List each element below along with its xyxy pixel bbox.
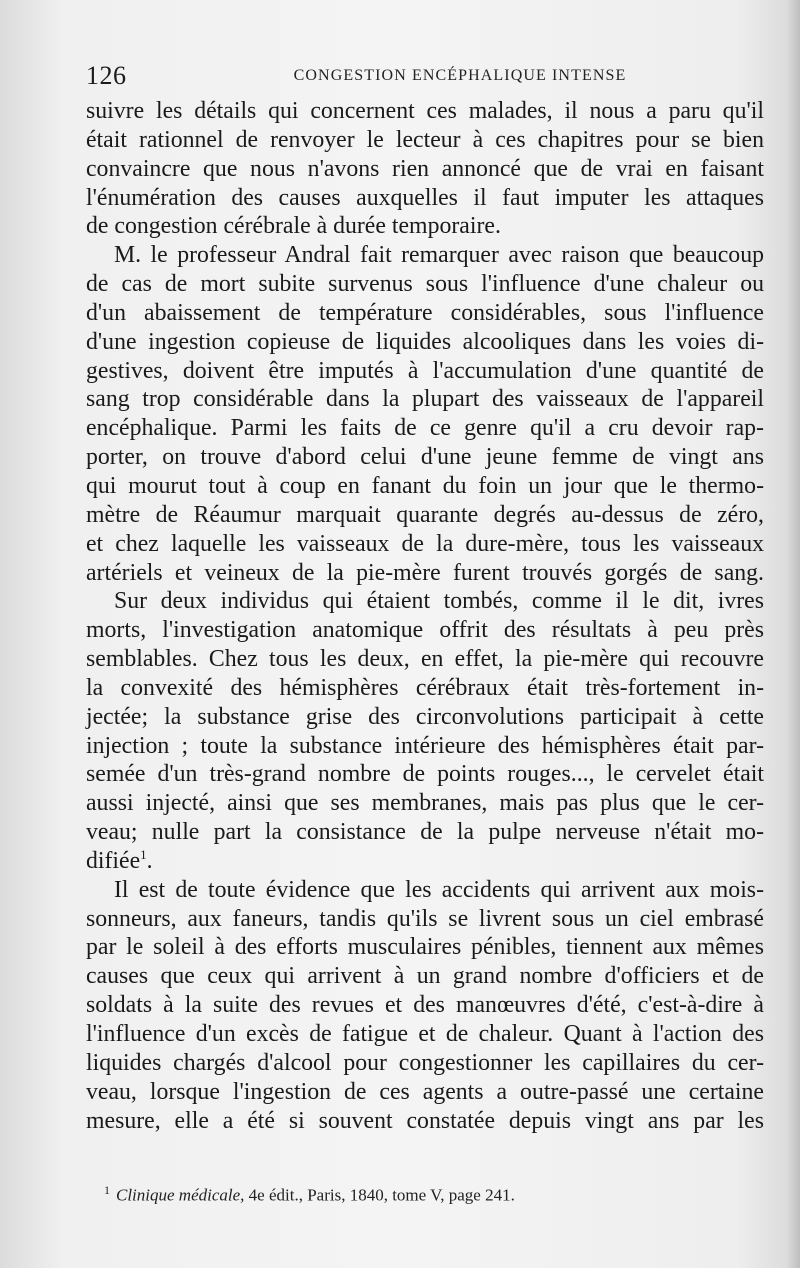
footnote-title: Clinique médicale,	[116, 1185, 245, 1205]
text-line: l'énumération des causes auxquelles il faut imputer les attaques	[86, 184, 764, 211]
footnote-marker: 1	[104, 1183, 110, 1197]
text-line: de cas de mort subite survenus sous l'influence d'une chaleur ou	[86, 271, 764, 298]
text-line: l'influence d'un excès de fatigue et de chaleur. Quant à l'action des	[86, 1021, 764, 1047]
text-line-content: difiée	[86, 847, 141, 874]
running-head: CONGESTION ENCÉPHALIQUE INTENSE	[293, 67, 627, 84]
text-line: liquides chargés d'alcool pour congestionner les capillaires du cer-	[86, 1049, 764, 1076]
text-line: jectée; la substance grise des circonvolutions participait à cette	[86, 703, 764, 730]
text-line: morts, l'investigation anatomique offrit des résultats à peu près	[86, 617, 764, 644]
text-line: sang trop considérable dans la plupart des vaisseaux de l'appareil	[86, 386, 764, 413]
text-line	[86, 847, 764, 876]
text-line: aussi injecté, ainsi que ses membranes, mais pas plus que le cer-	[86, 790, 764, 817]
text-line: veau, lorsque l'ingestion de ces agents a outre-passé une certaine	[86, 1078, 764, 1105]
text-line: sonneurs, aux faneurs, tandis qu'ils se livrent sous un ciel embrasé	[86, 905, 764, 932]
text-line: semblables. Chez tous les deux, en effet, la pie-mère qui recouvre	[86, 646, 764, 673]
text-line: qui mourut tout à coup en fanant du foin un jour que le thermo-	[86, 472, 764, 499]
text-line: gestives, doivent être imputés à l'accumulation d'une quantité de	[86, 357, 764, 384]
text-line: convaincre que nous n'avons rien annoncé que de vrai en faisant	[86, 155, 764, 182]
text-line: de congestion cérébrale à durée temporaire.	[86, 213, 501, 240]
text-line: Sur deux individus qui étaient tombés, comme il le dit, ivres	[114, 588, 764, 615]
page-number: 126	[86, 61, 127, 90]
text-line: soldats à la suite des revues et des manœuvres d'été, c'est-à-dire à	[86, 992, 764, 1019]
text-line: suivre les détails qui concernent ces malades, il nous a paru qu'il	[86, 98, 764, 124]
text-line: la convexité des hémisphères cérébraux était très-fortement in-	[86, 674, 764, 701]
text-line: porter, on trouve d'abord celui d'une jeune femme de vingt ans	[86, 444, 764, 471]
text-line-tail: .	[146, 847, 153, 874]
text-line: injection ; toute la substance intérieure des hémisphères était par-	[86, 732, 764, 759]
text-line: causes que ceux qui arrivent à un grand nombre d'officiers et de	[86, 963, 764, 990]
footnote-reference[interactable]: 1	[140, 847, 147, 863]
text-line: Il est de toute évidence que les accidents qui arrivent aux mois-	[114, 876, 764, 903]
text-line: encéphalique. Parmi les faits de ce genre qu'il a cru devoir rap-	[86, 415, 764, 442]
text-line: semée d'un très-grand nombre de points rouges..., le cervelet était	[86, 761, 764, 788]
page-header	[86, 56, 764, 96]
text-line: mesure, elle a été si souvent constatée depuis vingt ans par les	[86, 1107, 764, 1134]
text-line: d'une ingestion copieuse de liquides alcooliques dans les voies di-	[86, 328, 764, 355]
text-line: mètre de Réaumur marquait quarante degrés au-dessus de zéro,	[86, 501, 764, 528]
footnote	[104, 1183, 744, 1206]
text-line: était rationnel de renvoyer le lecteur à ces chapitres pour se bien	[86, 126, 764, 153]
body-text	[86, 97, 764, 1135]
page-edge-shadow	[786, 0, 800, 1268]
footnote-text: 4e édit., Paris, 1840, tome V, page 241.	[244, 1185, 515, 1205]
text-line: veau; nulle part la consistance de la pulpe nerveuse n'était mo-	[86, 819, 764, 846]
text-line: M. le professeur Andral fait remarquer avec raison que beaucoup	[114, 242, 764, 269]
text-line: artériels et veineux de la pie-mère furent trouvés gorgés de sang.	[86, 559, 764, 586]
text-line: d'un abaissement de température considérables, sous l'influence	[86, 299, 764, 326]
text-line: par le soleil à des efforts musculaires pénibles, tiennent aux mêmes	[86, 934, 764, 961]
text-line: et chez laquelle les vaisseaux de la dure-mère, tous les vaisseaux	[86, 530, 764, 557]
